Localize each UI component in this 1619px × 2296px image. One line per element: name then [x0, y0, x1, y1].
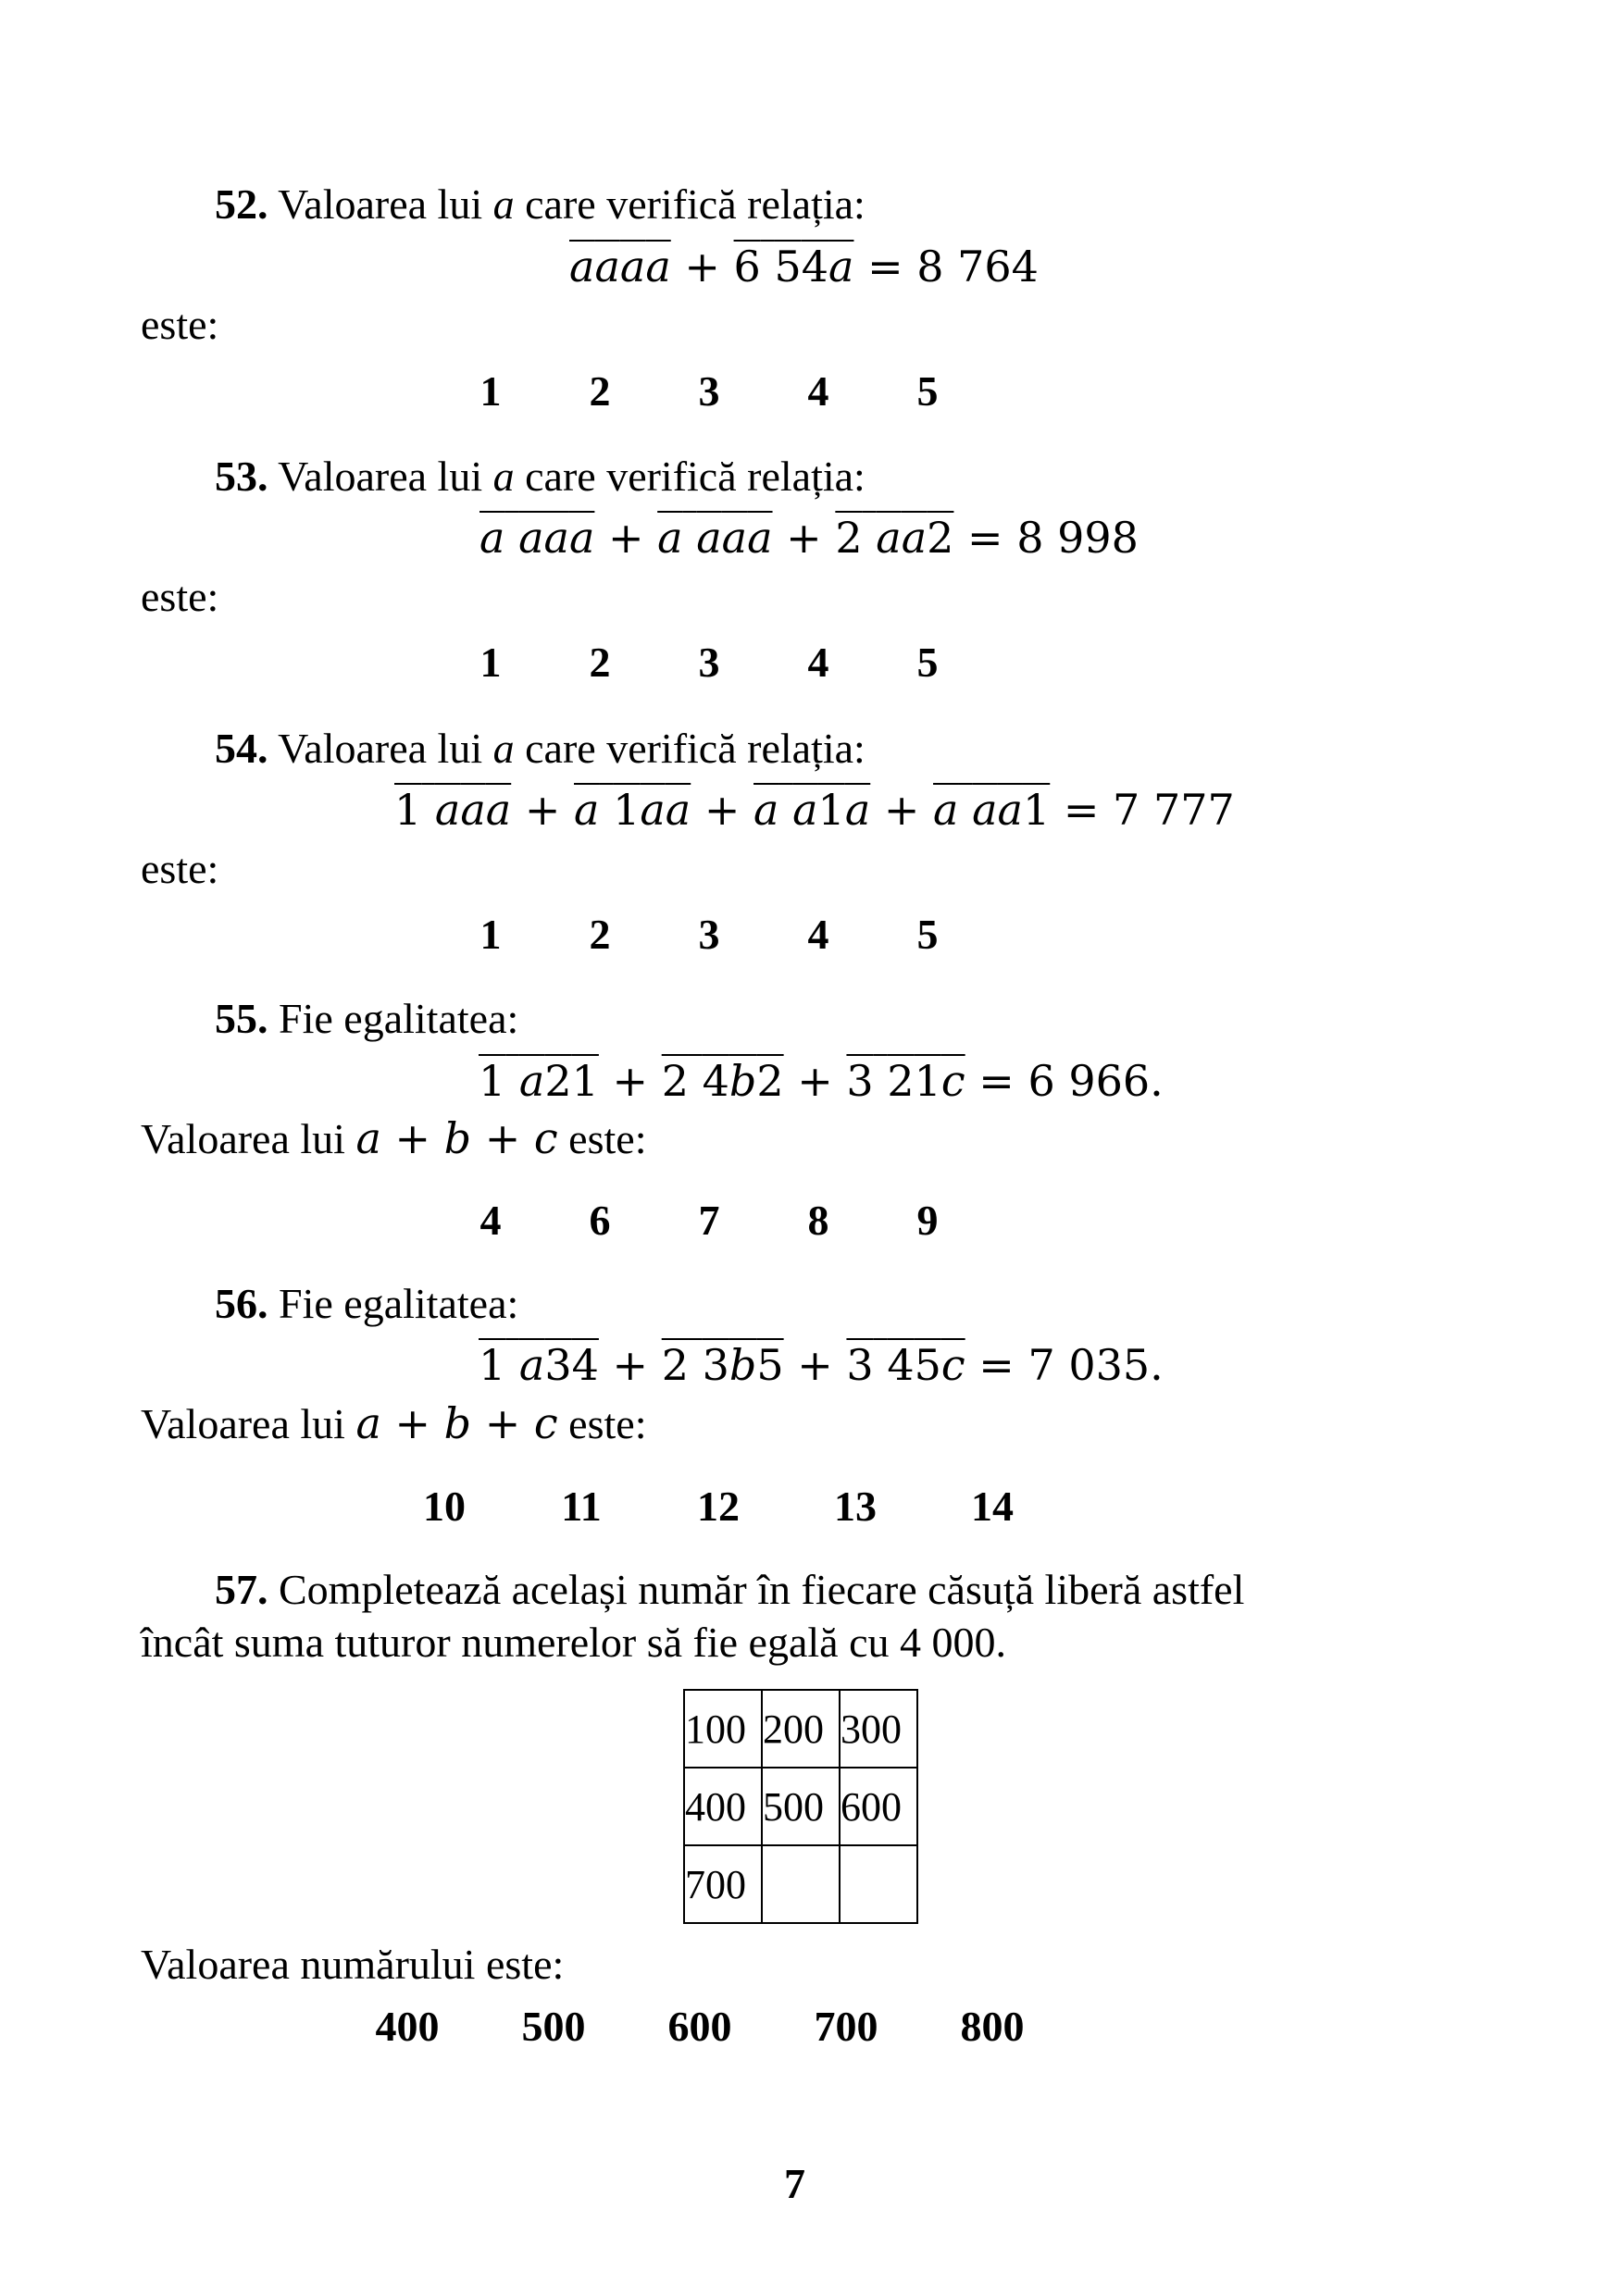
operator: + — [772, 513, 836, 563]
answer-option[interactable]: 3 — [698, 639, 720, 686]
este-label: este: — [141, 845, 219, 892]
variable: a — [492, 725, 515, 772]
problem-56-statement — [215, 1280, 519, 1327]
answer-option[interactable]: 12 — [697, 1483, 740, 1530]
problem-number: 53. — [215, 453, 268, 500]
answer-option[interactable]: 1 — [479, 639, 502, 686]
grid-cell: 700 — [684, 1845, 762, 1923]
equation — [479, 1340, 1164, 1390]
question-line — [141, 1398, 647, 1448]
operator: + — [783, 1340, 847, 1390]
operator: + — [598, 1340, 662, 1390]
overlined-number: 2 aa2 — [835, 513, 954, 563]
equation — [569, 242, 1039, 292]
answer-option[interactable]: 2 — [589, 911, 611, 958]
grid-cell: 500 — [762, 1768, 840, 1845]
sum-expression: a + b + c — [355, 1113, 558, 1163]
answer-option[interactable]: 3 — [698, 367, 720, 415]
operator: + — [511, 785, 575, 835]
answer-option[interactable]: 5 — [916, 367, 939, 415]
overlined-number: 6 54a — [733, 242, 854, 292]
problem-number: 57. — [215, 1566, 268, 1613]
answer-option[interactable]: 800 — [960, 2003, 1025, 2050]
overlined-number: a 1aa — [574, 785, 691, 835]
operator: + — [598, 1056, 662, 1106]
statement-text: Fie egalitatea: — [279, 1280, 519, 1327]
overlined-number: 3 21c — [846, 1056, 965, 1106]
operator: + — [783, 1056, 847, 1106]
overlined-number: 1 aaa — [394, 785, 512, 835]
answer-option[interactable]: 14 — [971, 1483, 1014, 1530]
answer-option[interactable]: 6 — [589, 1197, 611, 1244]
problem-number: 56. — [215, 1280, 268, 1327]
statement-text: Valoarea lui — [278, 453, 483, 500]
statement-text: care verifică relația: — [525, 180, 866, 228]
equation — [479, 513, 1139, 563]
question-line — [141, 1113, 647, 1163]
statement-text: Completează același număr în fiecare căsuță liberă astfel — [279, 1566, 1245, 1613]
overlined-number: aaaa — [569, 242, 671, 292]
answer-option[interactable]: 4 — [807, 911, 829, 958]
operator: + — [594, 513, 658, 563]
variable: a — [492, 180, 515, 228]
question-prefix: Valoarea lui — [141, 1400, 345, 1447]
operator: + — [870, 785, 934, 835]
grid-row — [684, 1768, 917, 1845]
operator: = 6 966. — [965, 1056, 1164, 1106]
answer-option[interactable]: 1 — [479, 911, 502, 958]
problem-55-statement — [215, 995, 519, 1042]
operator: = 7 777 — [1050, 785, 1235, 835]
overlined-number: 1 a34 — [479, 1340, 599, 1390]
sum-expression: a + b + c — [355, 1398, 558, 1448]
answer-option[interactable]: 400 — [375, 2003, 440, 2050]
number-grid — [683, 1689, 918, 1924]
grid-cell: 400 — [684, 1768, 762, 1845]
problem-54-statement — [215, 727, 866, 770]
problem-57-statement — [215, 1566, 1245, 1613]
statement-text: Valoarea lui — [278, 180, 483, 228]
answer-option[interactable]: 500 — [521, 2003, 586, 2050]
grid-cell: 300 — [840, 1690, 917, 1768]
problem-number: 55. — [215, 995, 268, 1042]
operator: = 7 035. — [965, 1340, 1164, 1390]
problem-number: 54. — [215, 725, 268, 772]
answer-option[interactable]: 700 — [814, 2003, 878, 2050]
grid-cell-empty[interactable] — [840, 1845, 917, 1923]
statement-text: încât suma tuturor numerelor să fie egală cu 4 000. — [141, 1619, 1007, 1666]
grid-row — [684, 1845, 917, 1923]
answer-option[interactable]: 13 — [834, 1483, 877, 1530]
equation — [479, 1056, 1164, 1106]
answer-option[interactable]: 4 — [807, 367, 829, 415]
question-suffix: este: — [568, 1115, 647, 1162]
overlined-number: 2 4b2 — [661, 1056, 784, 1106]
operator: + — [670, 242, 734, 292]
este-label: este: — [141, 573, 219, 620]
problem-number: 52. — [215, 180, 268, 228]
problem-53-statement — [215, 455, 866, 498]
page-number: 7 — [784, 2160, 805, 2207]
question-line: Valoarea numărului este: — [141, 1941, 565, 1988]
equation — [394, 785, 1235, 835]
operator: + — [691, 785, 754, 835]
answer-option[interactable]: 11 — [561, 1483, 602, 1530]
overlined-number: a aaa — [657, 513, 773, 563]
question-suffix: este: — [568, 1400, 647, 1447]
variable: a — [492, 453, 515, 500]
grid-cell: 100 — [684, 1690, 762, 1768]
operator: = 8 998 — [953, 513, 1139, 563]
answer-option[interactable]: 7 — [698, 1197, 720, 1244]
statement-text: care verifică relația: — [525, 725, 866, 772]
statement-text: Fie egalitatea: — [279, 995, 519, 1042]
grid-row — [684, 1690, 917, 1768]
operator: = 8 764 — [853, 242, 1039, 292]
answer-option[interactable]: 600 — [667, 2003, 732, 2050]
grid-cell: 200 — [762, 1690, 840, 1768]
overlined-number: 1 a21 — [479, 1056, 599, 1106]
answer-option[interactable]: 9 — [916, 1197, 939, 1244]
este-label: este: — [141, 301, 219, 348]
problem-52-statement — [215, 180, 866, 228]
answer-option[interactable]: 2 — [589, 367, 611, 415]
answer-option[interactable]: 8 — [807, 1197, 829, 1244]
statement-text: Valoarea lui — [278, 725, 483, 772]
answer-option[interactable]: 2 — [589, 639, 611, 686]
grid-cell-empty[interactable] — [762, 1845, 840, 1923]
grid-cell: 600 — [840, 1768, 917, 1845]
statement-text: care verifică relația: — [525, 453, 866, 500]
overlined-number: 3 45c — [846, 1340, 965, 1390]
answer-option[interactable]: 4 — [479, 1197, 502, 1244]
answer-option[interactable]: 1 — [479, 367, 502, 415]
answer-option[interactable]: 10 — [423, 1483, 466, 1530]
overlined-number: 2 3b5 — [661, 1340, 784, 1390]
overlined-number: a a1a — [753, 785, 871, 835]
question-prefix: Valoarea lui — [141, 1115, 345, 1162]
answer-option[interactable]: 5 — [916, 911, 939, 958]
overlined-number: a aaa — [479, 513, 595, 563]
answer-option[interactable]: 4 — [807, 639, 829, 686]
answer-option[interactable]: 3 — [698, 911, 720, 958]
answer-option[interactable]: 5 — [916, 639, 939, 686]
overlined-number: a aa1 — [933, 785, 1051, 835]
